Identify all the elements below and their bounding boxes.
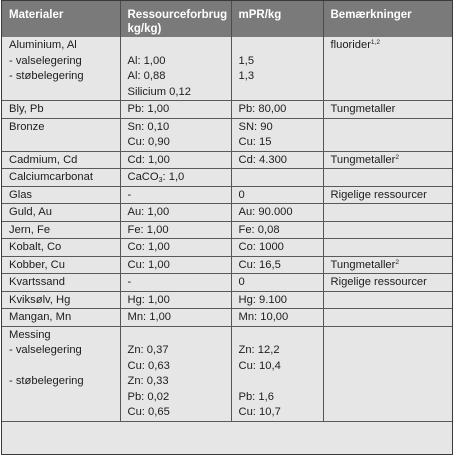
table-row <box>2 326 452 421</box>
note-cell <box>323 101 452 119</box>
table-row <box>2 186 452 204</box>
footnote-marker: 2 <box>395 258 399 266</box>
cell-line: Mn: 1,00 <box>127 311 172 323</box>
material-cell <box>2 274 120 292</box>
table-row <box>2 221 452 239</box>
material-cell <box>2 37 120 101</box>
cell-line <box>239 85 319 101</box>
mpr-cell <box>231 186 323 204</box>
mpr-cell <box>231 291 323 309</box>
note-cell <box>323 291 452 309</box>
cell-line: Cd: 1,00 <box>127 153 170 166</box>
table-row <box>2 169 452 187</box>
material-cell <box>2 309 120 327</box>
cell-line: Mangan, Mn <box>9 311 72 323</box>
cell-line: Zn: 0,33 <box>127 375 169 387</box>
cell-line <box>331 223 449 239</box>
cell-line: Zn: 0,37 <box>127 344 169 356</box>
cell-line: - valselegering <box>9 54 82 67</box>
table-row <box>2 239 452 257</box>
footnote-marker: 2 <box>395 153 399 161</box>
cell-line <box>239 170 319 186</box>
cell-line: 0 <box>238 276 245 288</box>
cell-line <box>331 359 449 375</box>
note-cell <box>323 118 452 151</box>
cell-line: Cu: 0,65 <box>127 406 170 418</box>
materials-table-frame <box>1 0 453 455</box>
cell-line <box>331 343 449 359</box>
cell-line: Au: 1,00 <box>127 206 170 218</box>
cell-line <box>331 135 449 151</box>
header-ressourceforbrug: Ressourceforbrug kg/kg) <box>120 1 231 37</box>
cell-line: Jern, Fe <box>9 223 51 236</box>
cell-line <box>331 293 449 309</box>
cell-line: Cd: 4.300 <box>238 153 288 166</box>
cell-line <box>331 120 449 136</box>
cell-line <box>239 38 319 54</box>
cell-line: Au: 90.000 <box>238 206 293 218</box>
cell-line: Cu: 10,7 <box>238 406 281 418</box>
cell-line: Tungmetaller$^2$ <box>330 258 399 271</box>
material-cell <box>2 221 120 239</box>
header-mpr: mPR/kg <box>231 1 323 37</box>
table-row <box>2 151 452 169</box>
cell-line: Rigelige ressourcer <box>330 188 427 201</box>
cell-line <box>9 85 116 101</box>
ressource-cell <box>120 239 231 257</box>
cell-line: SN: 90 <box>238 120 273 133</box>
cell-line <box>9 359 116 375</box>
cell-line: Cadmium, Cd <box>9 153 78 166</box>
cell-line <box>331 205 449 221</box>
cell-line <box>331 240 449 256</box>
note-cell <box>323 239 452 257</box>
cell-line: Bly, Pb <box>9 103 44 115</box>
cell-line <box>331 328 449 344</box>
cell-line <box>9 405 116 421</box>
materials-table <box>2 1 452 422</box>
cell-line: Kobalt, Co <box>9 241 62 253</box>
cell-line: Silicium 0,12 <box>127 85 191 98</box>
note-cell <box>323 256 452 274</box>
cell-line: - støbelegering <box>9 70 84 82</box>
cell-line: - <box>127 276 132 288</box>
note-cell <box>323 169 452 187</box>
ressource-cell <box>120 151 231 169</box>
material-cell <box>2 169 120 187</box>
cell-line: Co: 1000 <box>238 241 284 253</box>
ressource-cell <box>120 101 231 119</box>
cell-line: - valselegering <box>9 344 82 356</box>
cell-line: 1,5 <box>238 54 255 67</box>
material-cell <box>2 256 120 274</box>
header-row <box>2 1 452 37</box>
table-row <box>2 101 452 119</box>
header-bemaerkninger: Bemærkninger <box>330 9 412 21</box>
cell-line: Messing <box>9 328 51 341</box>
cell-line: Hg: 1,00 <box>127 293 170 306</box>
cell-line: Kvartssand <box>9 276 65 288</box>
cell-line <box>128 38 227 54</box>
mpr-cell <box>231 37 323 101</box>
cell-line: Bronze <box>9 120 45 133</box>
note-cell <box>323 37 452 101</box>
cell-line: Co: 1,00 <box>127 241 170 253</box>
mpr-cell <box>231 169 323 187</box>
cell-line: Pb: 1,00 <box>127 103 170 115</box>
note-cell <box>323 309 452 327</box>
cell-line: Guld, Au <box>9 206 52 218</box>
cell-line: Fe: 1,00 <box>127 223 169 236</box>
cell-line <box>331 310 449 326</box>
cell-line <box>331 405 449 421</box>
cell-line: Cu: 15 <box>238 136 272 148</box>
cell-line: Aluminium, Al <box>9 39 77 51</box>
material-cell <box>2 291 120 309</box>
material-cell <box>2 204 120 222</box>
table-row <box>2 204 452 222</box>
material-cell <box>2 239 120 257</box>
mpr-cell <box>231 256 323 274</box>
cell-line: - <box>127 188 132 201</box>
cell-line: Calciumcarbonat <box>9 171 93 183</box>
table-row <box>2 256 452 274</box>
cell-line <box>331 170 449 186</box>
cell-line <box>128 328 227 344</box>
note-cell <box>323 221 452 239</box>
ressource-cell <box>120 256 231 274</box>
cell-line: Kviksølv, Hg <box>9 293 71 306</box>
cell-line <box>9 390 116 406</box>
cell-line <box>239 328 319 344</box>
cell-line: Sn: 0,10 <box>127 120 170 133</box>
cell-line <box>9 135 116 151</box>
note-cell <box>323 326 452 421</box>
cell-line: Cu: 16,5 <box>238 258 281 271</box>
mpr-cell <box>231 274 323 292</box>
cell-line: Tungmetaller$^2$ <box>330 153 399 166</box>
cell-line: Cu: 0,63 <box>127 359 170 372</box>
cell-line: Zn: 12,2 <box>238 344 280 356</box>
cell-line: Fe: 0,08 <box>238 223 280 236</box>
table-row <box>2 118 452 151</box>
ressource-cell <box>120 186 231 204</box>
cell-line: Cu: 10,4 <box>238 359 281 372</box>
header-materialer: Materialer <box>2 1 120 37</box>
cell-line: Hg: 9.100 <box>238 293 288 306</box>
table-row <box>2 291 452 309</box>
cell-line: Rigelige ressourcer <box>330 276 427 288</box>
material-cell <box>2 151 120 169</box>
material-cell <box>2 186 120 204</box>
cell-line: Al: 0,88 <box>127 70 166 82</box>
cell-line: Cu: 0,90 <box>127 136 170 148</box>
note-cell <box>323 186 452 204</box>
cell-line: Pb: 1,6 <box>238 390 274 403</box>
cell-line <box>331 54 449 70</box>
cell-line: - støbelegering <box>9 375 84 387</box>
ressource-cell <box>120 221 231 239</box>
ressource-cell <box>120 118 231 151</box>
mpr-cell <box>231 118 323 151</box>
note-cell <box>323 151 452 169</box>
mpr-cell <box>231 309 323 327</box>
cell-line: Pb: 80,00 <box>238 103 287 115</box>
ressource-cell <box>120 274 231 292</box>
cell-line: 0 <box>238 188 245 201</box>
cell-line <box>239 374 319 390</box>
ressource-cell <box>120 291 231 309</box>
material-cell <box>2 101 120 119</box>
ressource-cell <box>120 37 231 101</box>
table-row <box>2 274 452 292</box>
mpr-cell <box>231 239 323 257</box>
cell-line <box>331 69 449 85</box>
cell-line: Glas <box>9 188 33 201</box>
mpr-cell <box>231 221 323 239</box>
cell-line <box>331 374 449 390</box>
cell-line: Al: 1,00 <box>127 54 166 67</box>
table-row <box>2 37 452 101</box>
cell-line: Tungmetaller <box>330 103 396 115</box>
cell-line: Kobber, Cu <box>9 258 65 271</box>
footnote-marker: 1,2 <box>370 39 380 46</box>
ressource-cell <box>120 309 231 327</box>
mpr-cell <box>231 101 323 119</box>
cell-line: Mn: 10,00 <box>238 311 289 323</box>
cell-line: Pb: 0,02 <box>127 390 170 403</box>
cell-line <box>331 85 449 101</box>
cell-line: CaCO$_3$: 1,0 <box>127 171 185 184</box>
cell-line: 1,3 <box>238 70 255 82</box>
table-row <box>2 309 452 327</box>
cell-line: Cu: 1,00 <box>127 258 170 271</box>
mpr-cell <box>231 326 323 421</box>
ressource-cell <box>120 169 231 187</box>
table-body <box>2 37 452 421</box>
material-cell <box>2 326 120 421</box>
cell-line: fluorider$^{1,2}$ <box>330 39 380 51</box>
ressource-cell <box>120 326 231 421</box>
cell-line <box>331 390 449 406</box>
mpr-cell <box>231 204 323 222</box>
ressource-cell <box>120 204 231 222</box>
material-cell <box>2 118 120 151</box>
note-cell <box>323 274 452 292</box>
note-cell <box>323 204 452 222</box>
mpr-cell <box>231 151 323 169</box>
